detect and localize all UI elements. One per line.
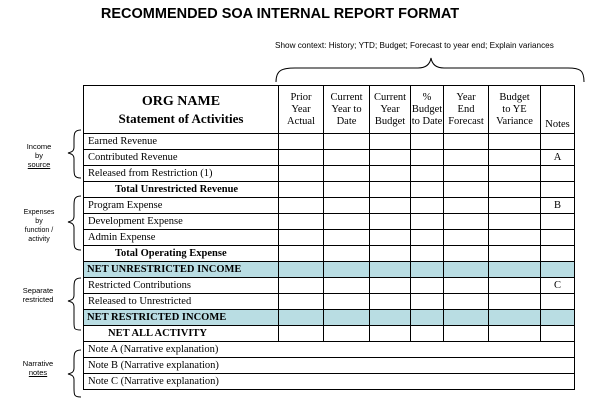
value-cell <box>370 134 411 150</box>
table-row <box>84 214 575 230</box>
value-cell <box>279 326 324 342</box>
value-cell <box>489 214 541 230</box>
value-cell <box>370 230 411 246</box>
note-ref-cell <box>541 262 575 278</box>
narrative-side-label <box>14 359 62 377</box>
value-cell <box>444 326 489 342</box>
col-header-current-ytd: Current Year to Date <box>324 86 370 134</box>
statement-title: Statement of Activities <box>118 110 244 126</box>
value-cell <box>370 310 411 326</box>
table-row <box>84 262 575 278</box>
value-cell <box>411 166 444 182</box>
narrative-note: Note A (Narrative explanation) <box>84 342 575 358</box>
narrative-label-line: Narrative <box>22 359 54 368</box>
note-ref-cell <box>541 134 575 150</box>
value-cell <box>489 198 541 214</box>
value-cell <box>279 198 324 214</box>
value-cell <box>324 278 370 294</box>
value-cell <box>324 150 370 166</box>
value-cell <box>444 230 489 246</box>
value-cell <box>324 198 370 214</box>
value-cell <box>370 198 411 214</box>
value-cell <box>370 326 411 342</box>
value-cell <box>370 246 411 262</box>
col-header-ye-forecast: Year End Forecast <box>444 86 489 134</box>
value-cell <box>444 134 489 150</box>
table-row <box>84 150 575 166</box>
value-cell <box>411 278 444 294</box>
value-cell <box>279 230 324 246</box>
value-cell <box>279 150 324 166</box>
value-cell <box>279 262 324 278</box>
restricted-label-line: Separate <box>22 286 54 295</box>
row-label: NET UNRESTRICTED INCOME <box>84 262 279 278</box>
income-brace <box>68 130 81 178</box>
narrative-note: Note C (Narrative explanation) <box>84 374 575 390</box>
row-label: Admin Expense <box>84 230 279 246</box>
value-cell <box>279 134 324 150</box>
table-row <box>84 166 575 182</box>
expenses-label-line: by <box>35 218 43 225</box>
value-cell <box>411 182 444 198</box>
page-title: RECOMMENDED SOA INTERNAL REPORT FORMAT <box>100 6 460 22</box>
value-cell <box>370 182 411 198</box>
expenses-brace <box>68 196 81 250</box>
value-cell <box>411 150 444 166</box>
value-cell <box>370 294 411 310</box>
value-cell <box>489 262 541 278</box>
value-cell <box>444 214 489 230</box>
note-row <box>84 358 575 374</box>
value-cell <box>411 214 444 230</box>
value-cell <box>370 262 411 278</box>
note-ref-cell <box>541 310 575 326</box>
value-cell <box>279 278 324 294</box>
expenses-label-line: Expenses <box>23 209 55 216</box>
value-cell <box>370 278 411 294</box>
table-row <box>84 278 575 294</box>
col-header-prior-year-actual: Prior Year Actual <box>279 86 324 134</box>
note-row <box>84 342 575 358</box>
value-cell <box>444 278 489 294</box>
value-cell <box>411 262 444 278</box>
value-cell <box>411 134 444 150</box>
value-cell <box>324 326 370 342</box>
note-ref-cell <box>541 326 575 342</box>
value-cell <box>489 294 541 310</box>
value-cell <box>411 230 444 246</box>
value-cell <box>444 246 489 262</box>
note-ref-cell <box>541 294 575 310</box>
value-cell <box>324 230 370 246</box>
value-cell <box>444 294 489 310</box>
restricted-side-label <box>12 286 64 304</box>
value-cell <box>324 134 370 150</box>
row-label: Released to Unrestricted <box>84 294 279 310</box>
value-cell <box>489 134 541 150</box>
value-cell <box>370 214 411 230</box>
note-ref-cell: B <box>541 198 575 214</box>
context-note: Show context: History; YTD; Budget; Forecast to year end; Explain variances <box>275 41 554 50</box>
value-cell <box>279 166 324 182</box>
expenses-side-label <box>14 208 64 244</box>
org-name: ORG NAME <box>141 93 221 109</box>
income-side-label <box>16 142 62 169</box>
value-cell <box>444 262 489 278</box>
value-cell <box>489 246 541 262</box>
value-cell <box>324 262 370 278</box>
value-cell <box>411 198 444 214</box>
narrative-note: Note B (Narrative explanation) <box>84 358 575 374</box>
row-label: Program Expense <box>84 198 279 214</box>
value-cell <box>489 326 541 342</box>
value-cell <box>489 182 541 198</box>
value-cell <box>279 182 324 198</box>
narrative-label-line: notes <box>28 368 48 377</box>
value-cell <box>370 166 411 182</box>
row-label: Earned Revenue <box>84 134 279 150</box>
expenses-label-line: function / <box>24 227 54 234</box>
note-row <box>84 374 575 390</box>
value-cell <box>444 182 489 198</box>
narrative-brace <box>68 350 81 397</box>
org-header-cell <box>84 86 279 134</box>
note-ref-cell: A <box>541 150 575 166</box>
row-label: Restricted Contributions <box>84 278 279 294</box>
value-cell <box>279 214 324 230</box>
value-cell <box>279 294 324 310</box>
value-cell <box>324 166 370 182</box>
expenses-label-line: activity <box>28 236 50 243</box>
value-cell <box>444 198 489 214</box>
note-ref-cell <box>541 230 575 246</box>
row-label: NET ALL ACTIVITY <box>84 326 279 342</box>
table-row <box>84 230 575 246</box>
value-cell <box>489 310 541 326</box>
income-label-line: source <box>27 160 51 169</box>
value-cell <box>489 278 541 294</box>
value-cell <box>324 294 370 310</box>
row-label: Contributed Revenue <box>84 150 279 166</box>
note-ref-cell <box>541 182 575 198</box>
value-cell <box>411 326 444 342</box>
table-row <box>84 198 575 214</box>
col-header-notes: Notes <box>541 86 575 134</box>
value-cell <box>489 166 541 182</box>
value-cell <box>489 150 541 166</box>
value-cell <box>279 310 324 326</box>
value-cell <box>444 166 489 182</box>
col-header-current-budget: Current Year Budget <box>370 86 411 134</box>
col-header-pct-budget: % Budget to Date <box>411 86 444 134</box>
income-label-line: Income <box>26 142 52 151</box>
row-label: NET RESTRICTED INCOME <box>84 310 279 326</box>
value-cell <box>324 182 370 198</box>
value-cell <box>324 310 370 326</box>
value-cell <box>370 150 411 166</box>
col-header-budget-variance: Budget to YE Variance <box>489 86 541 134</box>
table-row <box>84 326 575 342</box>
soa-table <box>83 85 575 390</box>
table-row <box>84 182 575 198</box>
value-cell <box>279 246 324 262</box>
row-label: Development Expense <box>84 214 279 230</box>
note-ref-cell <box>541 166 575 182</box>
note-ref-cell <box>541 246 575 262</box>
value-cell <box>411 294 444 310</box>
value-cell <box>411 310 444 326</box>
value-cell <box>489 230 541 246</box>
table-row <box>84 294 575 310</box>
table-row <box>84 310 575 326</box>
value-cell <box>411 246 444 262</box>
restricted-brace <box>68 278 81 330</box>
value-cell <box>324 246 370 262</box>
restricted-label-line: restricted <box>22 295 54 304</box>
row-label: Total Unrestricted Revenue <box>84 182 279 198</box>
income-label-line: by <box>35 151 43 160</box>
row-label: Released from Restriction (1) <box>84 166 279 182</box>
row-label: Total Operating Expense <box>84 246 279 262</box>
top-brace <box>276 58 584 82</box>
table-row <box>84 134 575 150</box>
note-ref-cell: C <box>541 278 575 294</box>
value-cell <box>444 150 489 166</box>
note-ref-cell <box>541 214 575 230</box>
value-cell <box>444 310 489 326</box>
table-row <box>84 246 575 262</box>
value-cell <box>324 214 370 230</box>
header-row <box>84 86 575 134</box>
